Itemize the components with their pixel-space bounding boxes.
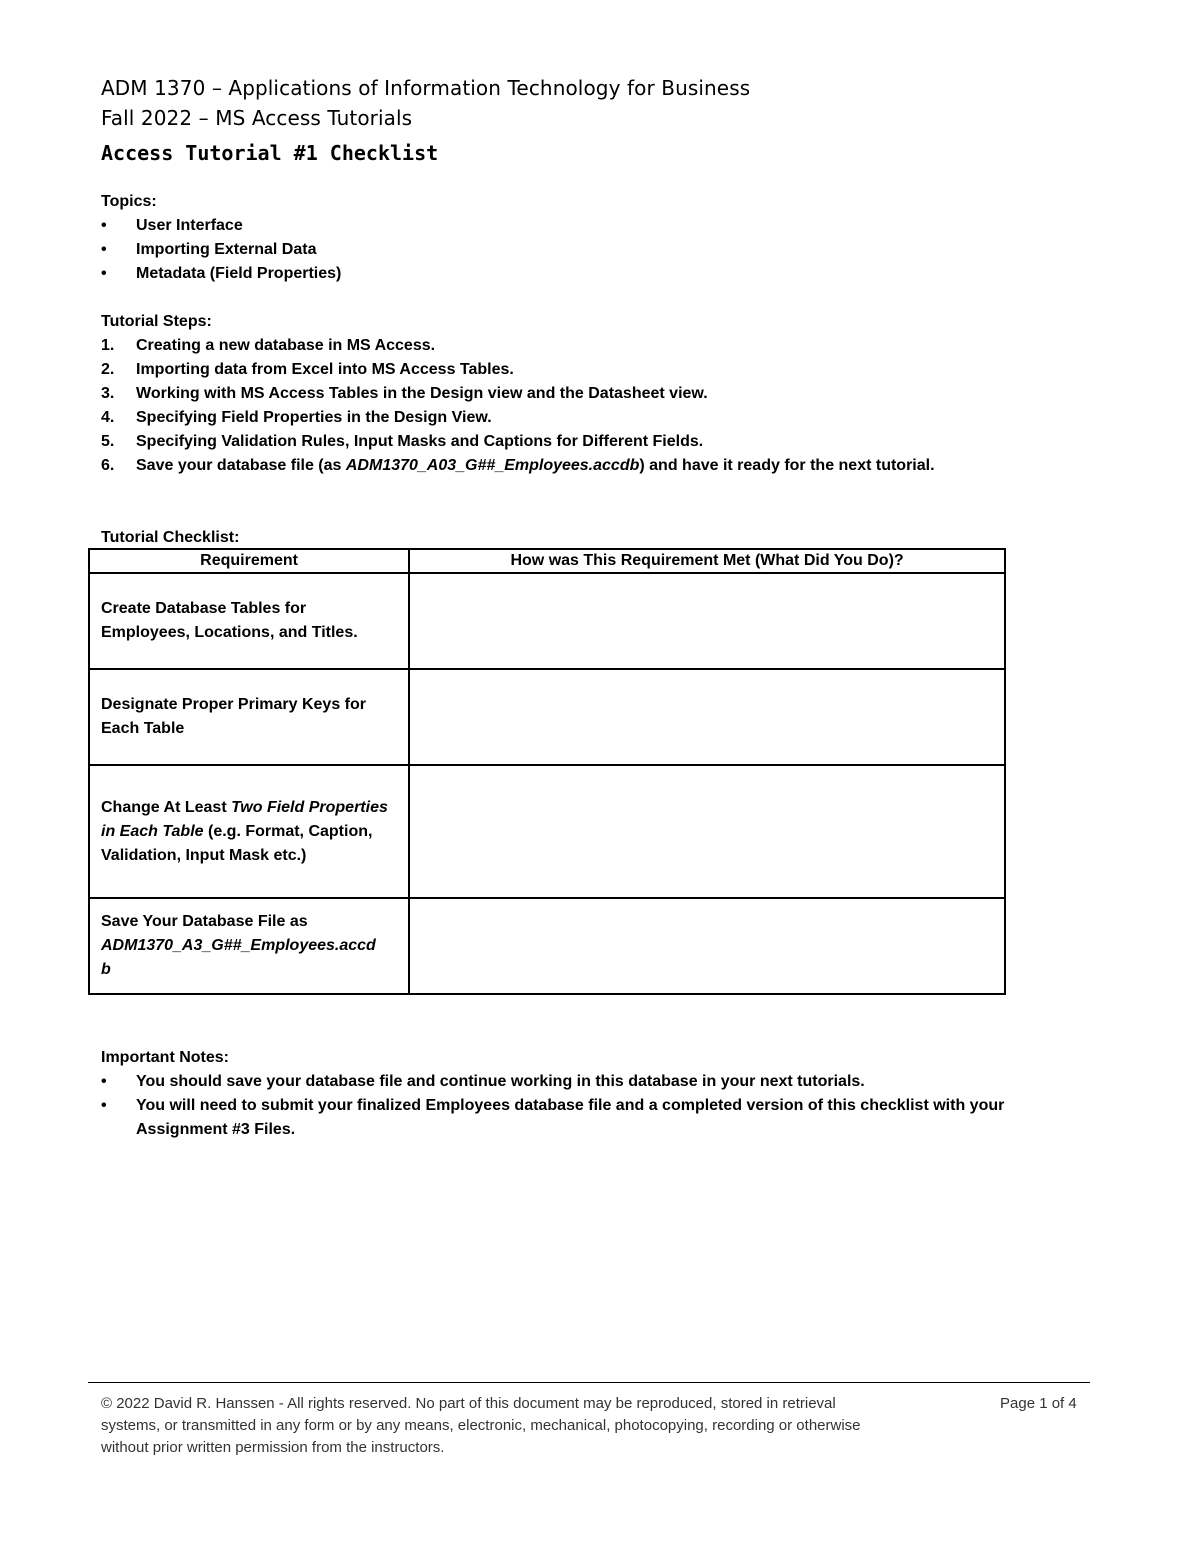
step-item: [101, 430, 704, 454]
requirement-line: Create Database Tables for: [101, 600, 307, 617]
step-text: Specifying Validation Rules, Input Masks and Captions for Different Fields.: [136, 433, 704, 450]
step-number: 1.: [101, 337, 115, 354]
answer-cell[interactable]: [409, 669, 1005, 765]
step-item: [101, 406, 492, 430]
step-text-post: ) and have it ready for the next tutorial.: [639, 457, 935, 474]
course-header: ADM 1370 – Applications of Information Technology for Business: [101, 76, 751, 100]
requirement-text: (e.g. Format, Caption,: [203, 822, 373, 840]
requirement-line: Each Table: [101, 720, 185, 737]
step-number: 5.: [101, 433, 115, 450]
footer-divider: [88, 1382, 1090, 1383]
step-item: [101, 334, 436, 358]
requirement-line: Employees, Locations, and Titles.: [101, 624, 358, 641]
table-row: [89, 573, 1005, 669]
note-item: [101, 1094, 1005, 1118]
note-item: [101, 1070, 865, 1094]
step-item: [101, 358, 514, 382]
notes-section: [101, 1046, 1005, 1142]
note-text: You should save your database file and continue working in this database in your next tutorials.: [136, 1073, 865, 1090]
step-text: [136, 454, 935, 478]
table-header-row: [89, 549, 1005, 573]
bullet-icon: •: [101, 241, 107, 258]
bullet-icon: •: [101, 217, 107, 234]
table-row: [89, 898, 1005, 994]
topic-item: [101, 214, 243, 238]
bullet-icon: •: [101, 1097, 107, 1114]
copyright-line: systems, or transmitted in any form or by any means, electronic, mechanical, photocopying, recording or otherwise: [101, 1417, 861, 1434]
topic-label: User Interface: [136, 217, 243, 234]
step-number: 2.: [101, 361, 115, 378]
step-text: Importing data from Excel into MS Access Tables.: [136, 361, 514, 378]
column-header-requirement: Requirement: [89, 549, 409, 573]
answer-cell[interactable]: [409, 898, 1005, 994]
requirement-cell: [89, 573, 409, 669]
step-number: 4.: [101, 409, 115, 426]
topics-heading: Topics:: [101, 193, 157, 210]
requirement-emphasis: in Each Table: [101, 822, 204, 840]
checklist-table: [88, 548, 1006, 995]
requirement-emphasis: Two Field Properties: [231, 798, 388, 816]
page-number: Page 1 of 4: [1000, 1395, 1077, 1412]
bullet-icon: •: [101, 1073, 107, 1090]
note-text: You will need to submit your finalized Employees database file and a completed version of this checklist with your: [136, 1097, 1005, 1114]
note-continuation: [101, 1118, 296, 1142]
steps-heading: Tutorial Steps:: [101, 313, 212, 330]
step-text: Working with MS Access Tables in the Design view and the Datasheet view.: [136, 385, 708, 402]
copyright-notice: [101, 1393, 941, 1459]
requirement-cell: [89, 765, 409, 898]
step-item: [101, 382, 708, 406]
requirement-text: Change At Least: [101, 798, 232, 816]
step-item: [101, 454, 935, 478]
bullet-icon: •: [101, 265, 107, 282]
requirement-file-name: ADM1370_A3_G##_Employees.accd: [101, 937, 376, 954]
requirement-line: Validation, Input Mask etc.): [101, 846, 307, 864]
table-row: [89, 669, 1005, 765]
copyright-line: © 2022 David R. Hanssen - All rights reserved. No part of this document may be reproduced, stored in retrieval: [101, 1395, 836, 1412]
checklist-heading-label: Tutorial Checklist:: [101, 529, 240, 546]
column-header-how-met: How was This Requirement Met (What Did You Do)?: [409, 549, 1005, 573]
copyright-line: without prior written permission from the instructors.: [101, 1439, 445, 1456]
step-number: 3.: [101, 385, 115, 402]
topic-item: [101, 262, 342, 286]
term-header: Fall 2022 – MS Access Tutorials: [101, 106, 413, 130]
step-text: Specifying Field Properties in the Design View.: [136, 409, 492, 426]
topic-label: Metadata (Field Properties): [136, 265, 342, 282]
topic-item: [101, 238, 317, 262]
page-title: Access Tutorial #1 Checklist: [101, 141, 439, 165]
requirement-file-name: b: [101, 961, 111, 978]
step-text: Creating a new database in MS Access.: [136, 337, 436, 354]
requirement-line: [101, 796, 408, 820]
topics-section: [101, 190, 342, 286]
step-file-name: ADM1370_A03_G##_Employees.accdb: [345, 457, 640, 474]
requirement-cell: [89, 669, 409, 765]
note-text: Assignment #3 Files.: [136, 1121, 296, 1138]
table-row: [89, 765, 1005, 898]
requirement-cell: [89, 898, 409, 994]
requirement-line: Save Your Database File as: [101, 913, 308, 930]
topic-label: Importing External Data: [136, 241, 317, 258]
step-text-pre: Save your database file (as: [136, 457, 346, 474]
answer-cell[interactable]: [409, 573, 1005, 669]
requirement-line: Designate Proper Primary Keys for: [101, 696, 366, 713]
answer-cell[interactable]: [409, 765, 1005, 898]
notes-heading: Important Notes:: [101, 1049, 229, 1066]
steps-section: [101, 310, 935, 478]
requirement-line: [101, 820, 408, 844]
checklist-heading: [101, 526, 239, 550]
step-number: 6.: [101, 457, 115, 474]
